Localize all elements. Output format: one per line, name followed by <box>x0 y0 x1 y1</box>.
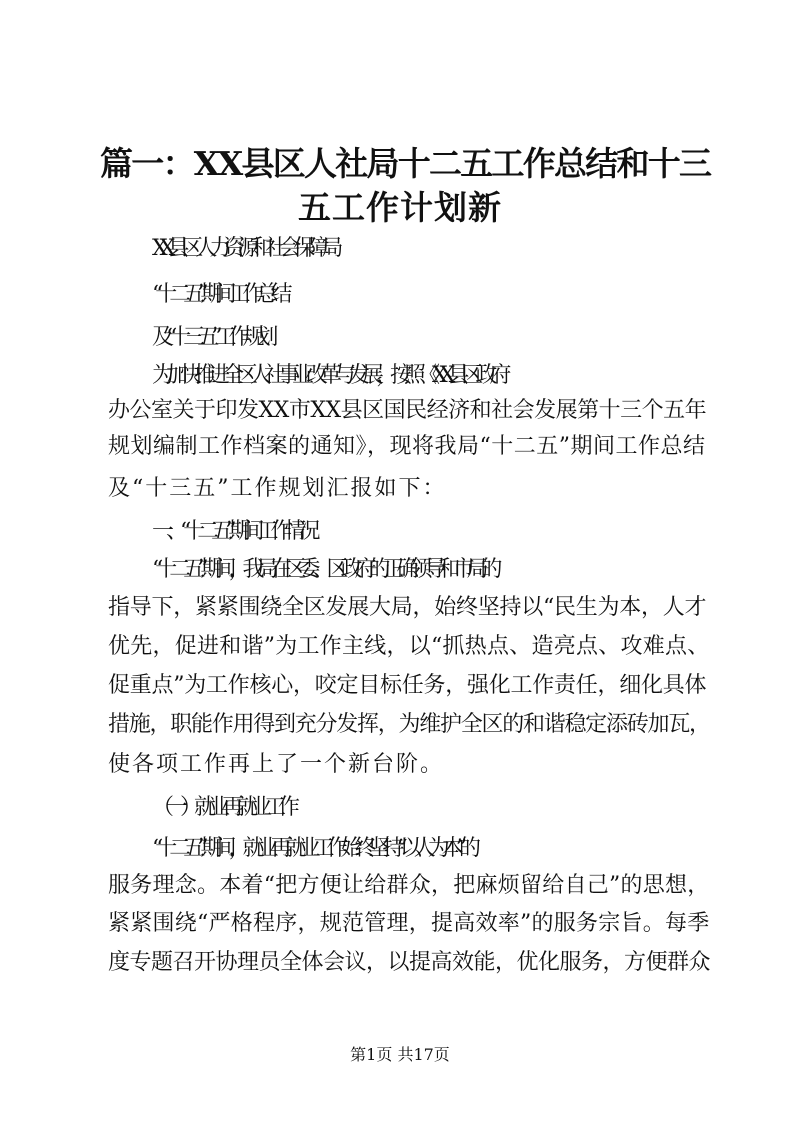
document-title-line-1: 篇一：XX县区人社局十二五工作总结和十三 <box>100 144 711 183</box>
text-line: “十二五”期间，就业再就业工作始终坚持“以人为本”的 <box>152 836 473 861</box>
text-line: XX县区人力资源和社会保障局 <box>152 236 336 261</box>
subsection-heading: （一）就业再就业工作 <box>152 795 293 820</box>
text-line: 办公室关于印发XX市XX县区国民经济和社会发展第十三个五年 <box>108 398 707 423</box>
page-number-footer: 第1页 共17页 <box>350 1045 450 1064</box>
text-line: 指导下，紧紧围绕全区发展大局，始终坚持以“民生为本，人才 <box>108 595 707 620</box>
text-line: 服务理念。本着“把方便让给群众，把麻烦留给自己”的思想， <box>108 873 710 898</box>
text-line: 促重点”为工作核心，咬定目标任务，强化工作责任，细化具体 <box>108 673 707 698</box>
document-title-line-2: 五工作计划新 <box>298 188 502 227</box>
text-line: 紧紧围绕“严格程序，规范管理，提高效率”的服务宗旨。每季 <box>108 911 710 936</box>
text-line: 为加快推进全区人社事业改革与发展，按照《XX县区政府 <box>152 363 504 388</box>
text-line: “十二五”期间，我局在区委、区政府的正确领导和市局的 <box>152 557 495 582</box>
text-line: 规划编制工作档案的通知》，现将我局“十二五”期间工作总结 <box>108 434 706 459</box>
text-line: 及“十三五”工作规划 <box>152 325 271 350</box>
text-line: 优先，促进和谐”为工作主线，以“抓热点、造亮点、攻难点、 <box>108 634 710 659</box>
text-line: “十二五”期间工作总结 <box>152 282 285 307</box>
text-line: 度专题召开协理员全体会议，以提高效能，优化服务，方便群众 <box>108 950 711 975</box>
section-heading: 一、“十二五”期间工作情况 <box>152 519 313 544</box>
text-line: 使各项工作再上了一个新台阶。 <box>108 752 445 777</box>
text-line: 措施，职能作用得到充分发挥，为维护全区的和谐稳定添砖加瓦， <box>108 712 710 737</box>
text-line: 及“十三五”工作规划汇报如下： <box>108 476 447 501</box>
